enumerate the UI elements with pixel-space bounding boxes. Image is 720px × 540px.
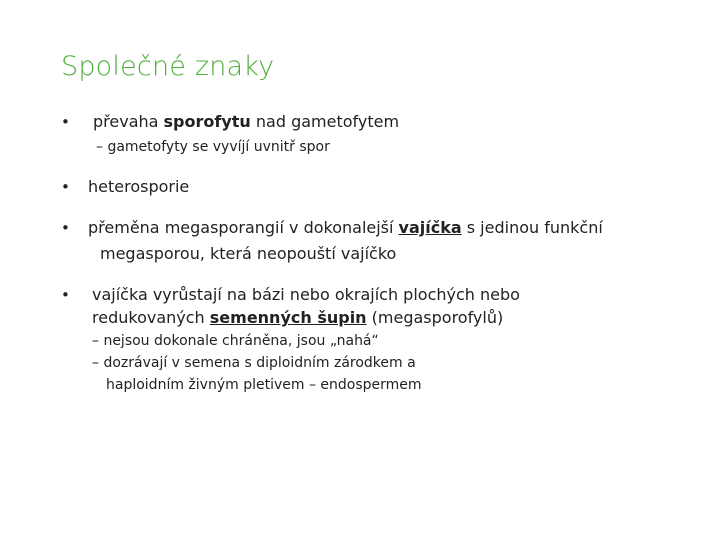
bullet-supiny-line2 (92, 308, 503, 327)
sub-bullet-endosperm: haploidním živným pletivem – endospermem (106, 377, 422, 393)
bullet-text: převaha (93, 112, 164, 131)
bullet-marker: • (61, 113, 70, 131)
bullet-highlight: sporofytu (163, 112, 251, 131)
bullet-marker: • (61, 286, 70, 304)
bullet-heterosporie: heterosporie (88, 177, 190, 196)
bullet-sporofyt (93, 112, 399, 131)
bullet-text: nad gametofytem (250, 112, 400, 131)
bullet-supiny: vajíčka vyrůstají na bázi nebo okrajích plochých nebo (92, 285, 520, 304)
bullet-vajicka (88, 218, 603, 237)
sub-bullet-semena: – dozrávají v semena s diploidním zárodkem a (92, 355, 416, 371)
bullet-text: (megasporofylů) (366, 308, 504, 327)
bullet-highlight: vajíčka (398, 218, 462, 237)
bullet-marker: • (61, 178, 70, 196)
bullet-vajicka-line2: megasporou, která neopouští vajíčko (100, 244, 397, 263)
bullet-text: s jedinou funkční (461, 218, 603, 237)
bullet-text: redukovaných (92, 308, 210, 327)
sub-bullet-nahá: – nejsou dokonale chráněna, jsou „nahá“ (92, 333, 379, 349)
bullet-text: přeměna megasporangií v dokonalejší (88, 218, 399, 237)
bullet-marker: • (61, 219, 70, 237)
slide-title: Společné znaky (61, 51, 275, 82)
bullet-highlight: semenných šupin (209, 308, 367, 327)
sub-bullet-gametofyty: – gametofyty se vyvíjí uvnitř spor (96, 139, 330, 155)
